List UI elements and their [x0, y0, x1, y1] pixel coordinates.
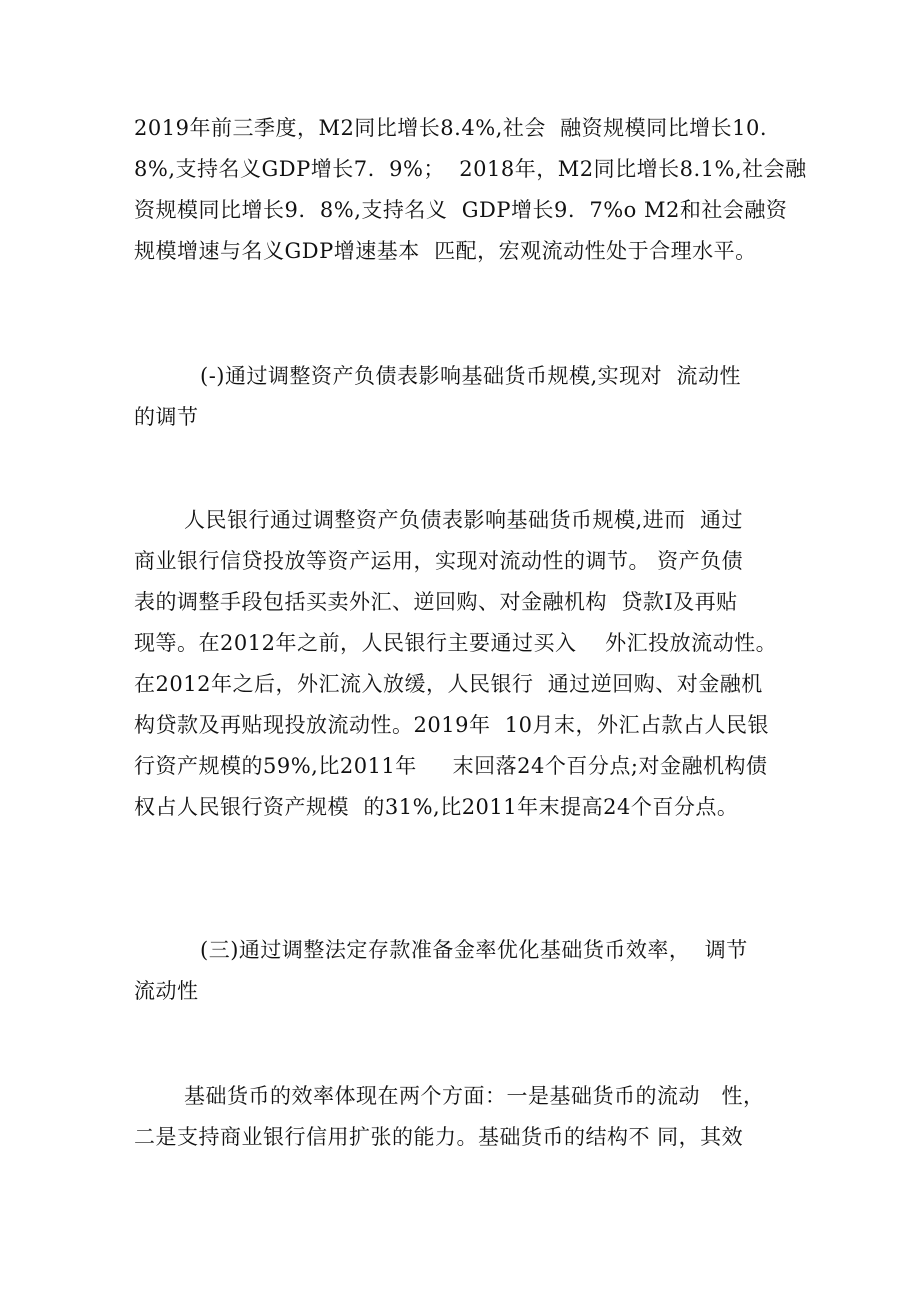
- heading-line: 流动性: [134, 979, 199, 1003]
- paragraph-central-bank-operations: [134, 500, 794, 828]
- text-line: 基础货币的效率体现在两个方面：一是基础货币的流动 性，: [184, 1084, 765, 1108]
- text-line: 2019年前三季度，M2同比增长8.4%,社会 融资规模同比增长10.: [134, 116, 768, 140]
- section-heading-reserve-ratio: [134, 930, 794, 1012]
- text-line: 人民银行通过调整资产负债表影响基础货币规模,进而 通过: [184, 508, 744, 532]
- heading-line: 的调节: [134, 405, 199, 429]
- paragraph-base-money-efficiency: [134, 1076, 794, 1158]
- heading-line: (-)通过调整资产负债表影响基础货币规模,实现对 流动性: [200, 364, 742, 388]
- text-line: 构贷款及再贴现投放流动性。2019年 10月末，外汇占款占人民银: [134, 713, 770, 737]
- text-line: 行资产规模的59%,比2011年 末回落24个百分点;对金融机构债: [134, 754, 768, 778]
- paragraph-m2-growth: [134, 108, 807, 272]
- text-line: 在2012年之后，外汇流入放缓，人民银行 通过逆回购、对金融机: [134, 672, 763, 696]
- heading-line: (三)通过调整法定存款准备金率优化基础货币效率， 调节: [200, 938, 748, 962]
- text-line: 权占人民银行资产规模 的31%,比2011年末提高24个百分点。: [134, 795, 739, 819]
- text-line: 现等。在2012年之前，人民银行主要通过买入 外汇投放流动性。: [134, 631, 778, 655]
- text-line: 规模增速与名义GDP增速基本 匹配，宏观流动性处于合理水平。: [134, 239, 757, 263]
- text-line: 8%,支持名义GDP增长7. 9%； 2018年，M2同比增长8.1%,社会融: [134, 157, 807, 181]
- text-line: 表的调整手段包括买卖外汇、逆回购、对金融机构 贷款I及再贴: [134, 590, 738, 614]
- section-heading-balance-sheet: [134, 356, 794, 438]
- text-line: 资规模同比增长9. 8%,支持名义 GDP增长9. 7%o M2和社会融资: [134, 198, 788, 222]
- text-line: 商业银行信贷投放等资产运用，实现对流动性的调节。 资产负债: [134, 549, 744, 573]
- text-line: 二是支持商业银行信用扩张的能力。基础货币的结构不 同，其效: [134, 1125, 744, 1149]
